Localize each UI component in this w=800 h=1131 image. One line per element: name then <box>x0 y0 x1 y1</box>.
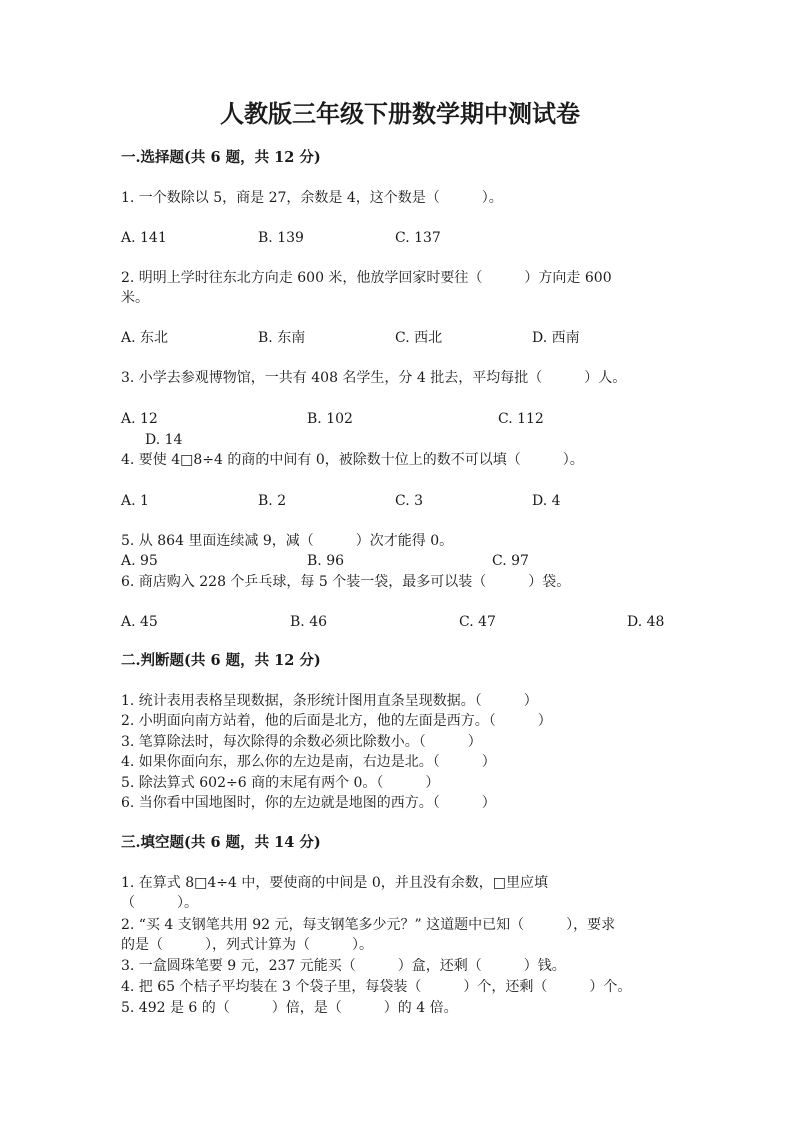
judgement-item: 3. 笔算除法时，每次除得的余数必须比除数小。（ ） <box>121 734 482 750</box>
question-text: 2. 明明上学时往东北方向走 600 米，他放学回家时要往（ ）方向走 600 <box>121 270 612 286</box>
section-heading-fill-blank: 三.填空题(共 6 题，共 14 分) <box>121 834 321 851</box>
judgement-item: 1. 统计表用表格呈现数据，条形统计图用直条呈现数据。（ ） <box>121 693 538 709</box>
judgement-item: 5. 除法算式 602÷6 商的末尾有两个 0。（ ） <box>121 775 440 791</box>
fill-blank-line: 4. 把 65 个桔子平均装在 3 个袋子里，每袋装（ ）个，还剩（ ）个。 <box>121 979 632 995</box>
option: D. 4 <box>532 493 561 509</box>
option: B. 46 <box>290 614 328 630</box>
option: A. 95 <box>121 553 158 569</box>
judgement-item: 4. 如果你面向东，那么你的左边是南，右边是北。（ ） <box>121 754 496 770</box>
question-text-continued: 米。 <box>121 290 149 306</box>
section-heading-judgement: 二.判断题(共 6 题，共 12 分) <box>121 652 321 669</box>
option: B. 139 <box>258 230 304 246</box>
option: D. 14 <box>145 432 183 448</box>
option: B. 2 <box>258 493 287 509</box>
fill-blank-line: 3. 一盒圆珠笔要 9 元，237 元能买（ ）盒，还剩（ ）钱。 <box>121 958 566 974</box>
option: A. 141 <box>121 230 167 246</box>
fill-blank-line: 1. 在算式 8□4÷4 中，要使商的中间是 0，并且没有余数，□里应填 <box>121 875 548 891</box>
question-text: 4. 要使 4□8÷4 的商的中间有 0，被除数十位上的数不可以填（ ）。 <box>121 452 584 468</box>
option: C. 47 <box>459 614 496 630</box>
option: C. 3 <box>395 493 424 509</box>
option: A. 45 <box>121 614 158 630</box>
option: C. 97 <box>492 553 529 569</box>
option: C. 137 <box>395 230 441 246</box>
option: A. 1 <box>121 493 149 509</box>
option: B. 96 <box>307 553 345 569</box>
page-title: 人教版三年级下册数学期中测试卷 <box>220 99 580 128</box>
option: A. 东北 <box>121 330 169 346</box>
option: A. 12 <box>121 411 158 427</box>
option: D. 西南 <box>532 330 580 346</box>
question-text: 3. 小学去参观博物馆，一共有 408 名学生，分 4 批去，平均每批（ ）人。 <box>121 370 627 386</box>
option: C. 112 <box>498 411 544 427</box>
question-text: 1. 一个数除以 5，商是 27，余数是 4，这个数是（ ）。 <box>121 190 503 206</box>
question-text: 6. 商店购入 228 个乒乓球，每 5 个装一袋，最多可以装（ ）袋。 <box>121 574 571 590</box>
fill-blank-line: 5. 492 是 6 的（ ）倍，是（ ）的 4 倍。 <box>121 1000 458 1016</box>
option: C. 西北 <box>395 330 443 346</box>
question-text: 5. 从 864 里面连续减 9，减（ ）次才能得 0。 <box>121 533 454 549</box>
judgement-item: 6. 当你看中国地图时，你的左边就是地图的西方。（ ） <box>121 795 496 811</box>
fill-blank-line: 2. “买 4 支钢笔共用 92 元，每支钢笔多少元？” 这道题中已知（ ），要求 <box>121 917 616 933</box>
option: B. 102 <box>307 411 353 427</box>
section-heading-choice: 一.选择题(共 6 题，共 12 分) <box>121 149 321 166</box>
fill-blank-line: 的是（ ），列式计算为（ ）。 <box>121 937 373 953</box>
judgement-item: 2. 小明面向南方站着，他的后面是北方，他的左面是西方。（ ） <box>121 713 552 729</box>
option: D. 48 <box>627 614 665 630</box>
option: B. 东南 <box>258 330 306 346</box>
fill-blank-line: （ ）。 <box>121 895 198 911</box>
